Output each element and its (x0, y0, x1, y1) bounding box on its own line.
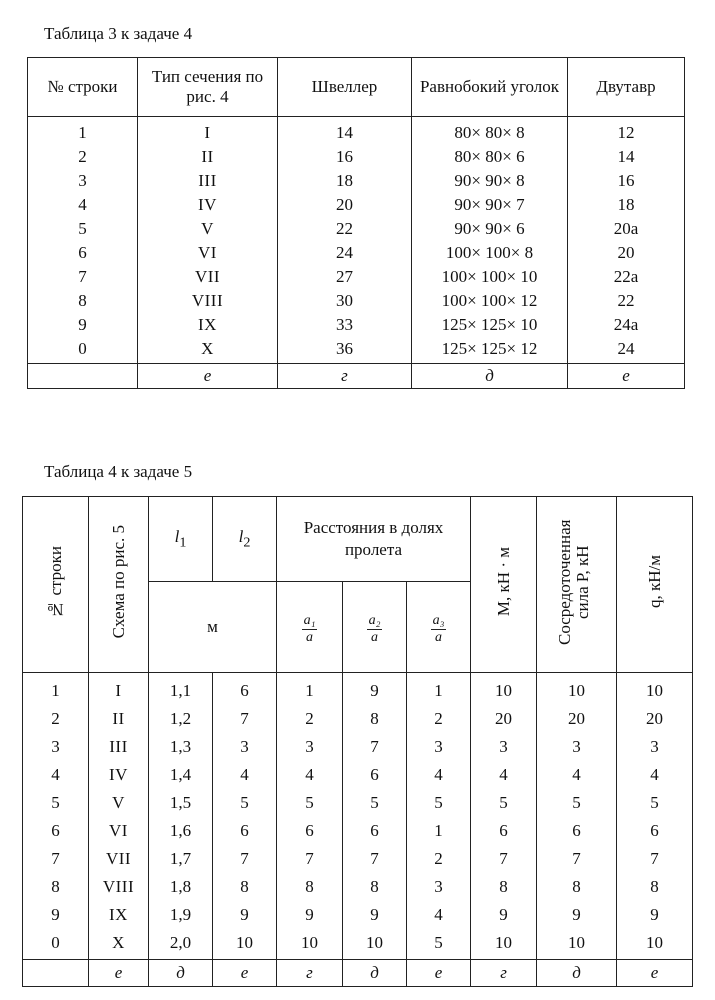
table-cell: 6 (213, 817, 277, 845)
table-cell: 1,7 (149, 845, 213, 873)
a2-denominator: a (371, 630, 378, 645)
force-label: Сосредоточенная сила P, кН (554, 519, 592, 645)
table-cell: 1,6 (149, 817, 213, 845)
table-cell: 4 (213, 761, 277, 789)
table-cell: 20 (568, 241, 685, 265)
table-cell: II (89, 705, 149, 733)
table-cell: 1 (407, 817, 471, 845)
table3-header-cell: Швеллер (278, 58, 412, 117)
table3-body (28, 117, 685, 364)
table4-footer-cell: д (149, 960, 213, 987)
table-cell: 80× 80× 6 (412, 145, 568, 169)
table4-caption: Таблица 4 к задаче 5 (44, 462, 193, 481)
table-row (28, 265, 685, 289)
table-cell: 5 (617, 789, 693, 817)
table-row (28, 313, 685, 337)
table3-footer-cell: е (568, 364, 685, 389)
table-cell: 0 (23, 929, 89, 960)
table-cell: 6 (343, 817, 407, 845)
table-cell: 24 (568, 337, 685, 364)
table-cell: 10 (471, 929, 537, 960)
table-cell: 10 (537, 929, 617, 960)
table-cell: 3 (277, 733, 343, 761)
table-cell: 90× 90× 8 (412, 169, 568, 193)
table-cell: 1 (23, 673, 89, 706)
table-cell: 90× 90× 7 (412, 193, 568, 217)
table4-footer-cell: е (617, 960, 693, 987)
table-cell: 14 (278, 117, 412, 146)
table-cell: 7 (343, 733, 407, 761)
table-cell: 100× 100× 10 (412, 265, 568, 289)
table-cell: 1 (277, 673, 343, 706)
table3-header-cell: Тип сечения по рис. 4 (138, 58, 278, 117)
table-cell: 5 (343, 789, 407, 817)
table4-header-scheme (89, 497, 149, 673)
table-cell: 4 (277, 761, 343, 789)
table-cell: 7 (277, 845, 343, 873)
table-cell: 1 (407, 673, 471, 706)
table-cell: 9 (617, 901, 693, 929)
table4-footer-cell: е (407, 960, 471, 987)
table-cell: 5 (407, 789, 471, 817)
l2-symbol: l (238, 526, 244, 546)
table-cell: 10 (471, 673, 537, 706)
table-cell: 4 (23, 761, 89, 789)
a1-denominator: a (306, 630, 313, 645)
table-cell: 8 (617, 873, 693, 901)
table-row (23, 901, 693, 929)
table-cell: 24а (568, 313, 685, 337)
table-cell: 4 (617, 761, 693, 789)
table-cell: 22а (568, 265, 685, 289)
table4-footer-cell: д (343, 960, 407, 987)
table-cell: 1,9 (149, 901, 213, 929)
table-cell: 16 (278, 145, 412, 169)
table-cell: 5 (471, 789, 537, 817)
table4-header-row-1 (23, 497, 693, 582)
table-cell: 33 (278, 313, 412, 337)
table-cell: 1,4 (149, 761, 213, 789)
table-cell: 10 (537, 673, 617, 706)
table-cell: X (89, 929, 149, 960)
table-cell: 14 (568, 145, 685, 169)
table-cell: 2 (277, 705, 343, 733)
table-row (23, 761, 693, 789)
table-cell: VII (138, 265, 278, 289)
table-cell: 36 (278, 337, 412, 364)
table-cell: 7 (537, 845, 617, 873)
table-cell: 8 (213, 873, 277, 901)
table-cell: V (138, 217, 278, 241)
table-cell: 9 (23, 901, 89, 929)
table-cell: 9 (343, 901, 407, 929)
table-cell: II (138, 145, 278, 169)
table-cell: 1,5 (149, 789, 213, 817)
table-cell: 3 (407, 733, 471, 761)
table-cell: 7 (28, 265, 138, 289)
table-cell: 8 (537, 873, 617, 901)
table4-footer-cell: е (89, 960, 149, 987)
table-cell: 3 (23, 733, 89, 761)
table-cell: 3 (28, 169, 138, 193)
table-cell: 1,2 (149, 705, 213, 733)
table-cell: 2 (407, 845, 471, 873)
table-cell: 6 (537, 817, 617, 845)
table-cell: 20 (471, 705, 537, 733)
table-cell: 8 (343, 705, 407, 733)
table-row (28, 337, 685, 364)
table-cell: 10 (213, 929, 277, 960)
table-cell: 3 (617, 733, 693, 761)
table-cell: V (89, 789, 149, 817)
table-cell: 6 (471, 817, 537, 845)
table4-header-unit: м (149, 582, 277, 673)
table-cell: VIII (89, 873, 149, 901)
table-cell: 24 (278, 241, 412, 265)
table-cell: 9 (28, 313, 138, 337)
table4-header-a2 (343, 582, 407, 673)
table3-footer-cell (28, 364, 138, 389)
scheme-label: Схема по рис. 5 (108, 525, 128, 639)
a3-over-a-fraction (431, 614, 447, 645)
table-cell: 3 (471, 733, 537, 761)
table-cell: 20 (537, 705, 617, 733)
table-cell: 80× 80× 8 (412, 117, 568, 146)
table3-caption: Таблица 3 к задаче 4 (44, 24, 193, 43)
table3-header-cell: Равнобокий уголок (412, 58, 568, 117)
table-cell: 5 (537, 789, 617, 817)
table-cell: IX (89, 901, 149, 929)
table-cell: 8 (28, 289, 138, 313)
a1-over-a-fraction (302, 614, 318, 645)
table-cell: 8 (23, 873, 89, 901)
table-cell: 18 (278, 169, 412, 193)
moment-label: M, кН · м (493, 547, 513, 617)
table4-header-distances: Расстояния в долях пролета (277, 497, 471, 582)
table-cell: VI (138, 241, 278, 265)
table-cell: 6 (213, 673, 277, 706)
table-cell: 1,1 (149, 673, 213, 706)
table-cell: 5 (28, 217, 138, 241)
table3 (27, 57, 685, 389)
table-cell: 3 (537, 733, 617, 761)
table-cell: 4 (407, 761, 471, 789)
table-cell: 6 (277, 817, 343, 845)
table-cell: 4 (471, 761, 537, 789)
table-cell: III (89, 733, 149, 761)
table-cell: IX (138, 313, 278, 337)
table-cell: I (89, 673, 149, 706)
table-cell: 2 (407, 705, 471, 733)
table3-header-cell: Двутавр (568, 58, 685, 117)
table-cell: 16 (568, 169, 685, 193)
table4-body (23, 673, 693, 960)
l1-symbol: l (174, 526, 180, 546)
table4-footer-cell: е (213, 960, 277, 987)
l1-subscript: 1 (179, 534, 187, 551)
q-label: q, кН/м (644, 555, 664, 609)
table4-header-force (537, 497, 617, 673)
table-row (28, 289, 685, 313)
table-cell: 2,0 (149, 929, 213, 960)
a3-numerator: a₃ (432, 613, 445, 628)
table-cell: 3 (213, 733, 277, 761)
table-row (23, 705, 693, 733)
table-cell: 9 (537, 901, 617, 929)
table4 (22, 496, 693, 987)
table-cell: X (138, 337, 278, 364)
table-cell: 18 (568, 193, 685, 217)
table-cell: 10 (277, 929, 343, 960)
table-cell: 5 (213, 789, 277, 817)
table3-footer-cell: е (138, 364, 278, 389)
table4-header-l2 (213, 497, 277, 582)
table-row (23, 789, 693, 817)
table-cell: 2 (23, 705, 89, 733)
table4-footer-cell: г (277, 960, 343, 987)
table-row (28, 169, 685, 193)
a2-numerator: a₂ (368, 613, 381, 628)
table3-footer-row (28, 364, 685, 389)
table-row (23, 817, 693, 845)
table-cell: 5 (407, 929, 471, 960)
table-row (23, 873, 693, 901)
table-row (23, 929, 693, 960)
table-cell: 7 (213, 705, 277, 733)
table-cell: IV (89, 761, 149, 789)
table3-header-cell: № строки (28, 58, 138, 117)
table-row (28, 241, 685, 265)
table4-footer-cell (23, 960, 89, 987)
table-cell: 10 (617, 929, 693, 960)
table-cell: 9 (471, 901, 537, 929)
table-cell: VIII (138, 289, 278, 313)
table-cell: 0 (28, 337, 138, 364)
row-no-label: № строки (45, 545, 65, 619)
table-cell: 125× 125× 12 (412, 337, 568, 364)
table4-footer-row (23, 960, 693, 987)
table-cell: 6 (28, 241, 138, 265)
table-cell: 5 (23, 789, 89, 817)
table-cell: VII (89, 845, 149, 873)
table-cell: VI (89, 817, 149, 845)
table-cell: 9 (277, 901, 343, 929)
table-cell: 7 (213, 845, 277, 873)
table-cell: 1 (28, 117, 138, 146)
table-cell: 27 (278, 265, 412, 289)
table4-header-a1 (277, 582, 343, 673)
table-cell: 90× 90× 6 (412, 217, 568, 241)
a2-over-a-fraction (367, 614, 383, 645)
a3-denominator: a (435, 630, 442, 645)
table-cell: 20а (568, 217, 685, 241)
table-row (23, 673, 693, 706)
table-cell: 30 (278, 289, 412, 313)
table-cell: 12 (568, 117, 685, 146)
table-cell: 9 (343, 673, 407, 706)
table-cell: 7 (617, 845, 693, 873)
table-cell: 20 (617, 705, 693, 733)
table-row (28, 193, 685, 217)
table-cell: 5 (277, 789, 343, 817)
table-cell: 20 (278, 193, 412, 217)
table-cell: 10 (617, 673, 693, 706)
table4-header-moment (471, 497, 537, 673)
table-cell: 10 (343, 929, 407, 960)
table-cell: 7 (471, 845, 537, 873)
table-row (28, 217, 685, 241)
table-row (23, 733, 693, 761)
table-cell: 7 (23, 845, 89, 873)
table-row (28, 145, 685, 169)
table-cell: 8 (343, 873, 407, 901)
table3-footer-cell: д (412, 364, 568, 389)
table-cell: 100× 100× 12 (412, 289, 568, 313)
table4-header-q (617, 497, 693, 673)
table4-header-row-no (23, 497, 89, 673)
table-cell: 4 (407, 901, 471, 929)
table-cell: 8 (471, 873, 537, 901)
table-cell: 2 (28, 145, 138, 169)
table-cell: 4 (537, 761, 617, 789)
table3-header-row (28, 58, 685, 117)
table-cell: 7 (343, 845, 407, 873)
table3-footer-cell: г (278, 364, 412, 389)
table-cell: 6 (343, 761, 407, 789)
table-cell: IV (138, 193, 278, 217)
table-cell: 6 (617, 817, 693, 845)
a1-numerator: a₁ (303, 613, 316, 628)
table-cell: 1,3 (149, 733, 213, 761)
table-cell: 22 (278, 217, 412, 241)
table-cell: 100× 100× 8 (412, 241, 568, 265)
table-cell: 4 (28, 193, 138, 217)
table-cell: 22 (568, 289, 685, 313)
table4-footer-cell: д (537, 960, 617, 987)
table-cell: I (138, 117, 278, 146)
l2-subscript: 2 (243, 534, 251, 551)
table4-header-l1 (149, 497, 213, 582)
table-cell: 9 (213, 901, 277, 929)
table-cell: 8 (277, 873, 343, 901)
table4-header-a3 (407, 582, 471, 673)
table-cell: III (138, 169, 278, 193)
table-cell: 1,8 (149, 873, 213, 901)
table-cell: 125× 125× 10 (412, 313, 568, 337)
table4-footer-cell: г (471, 960, 537, 987)
table-row (23, 845, 693, 873)
table-cell: 3 (407, 873, 471, 901)
table-cell: 6 (23, 817, 89, 845)
table-row (28, 117, 685, 146)
